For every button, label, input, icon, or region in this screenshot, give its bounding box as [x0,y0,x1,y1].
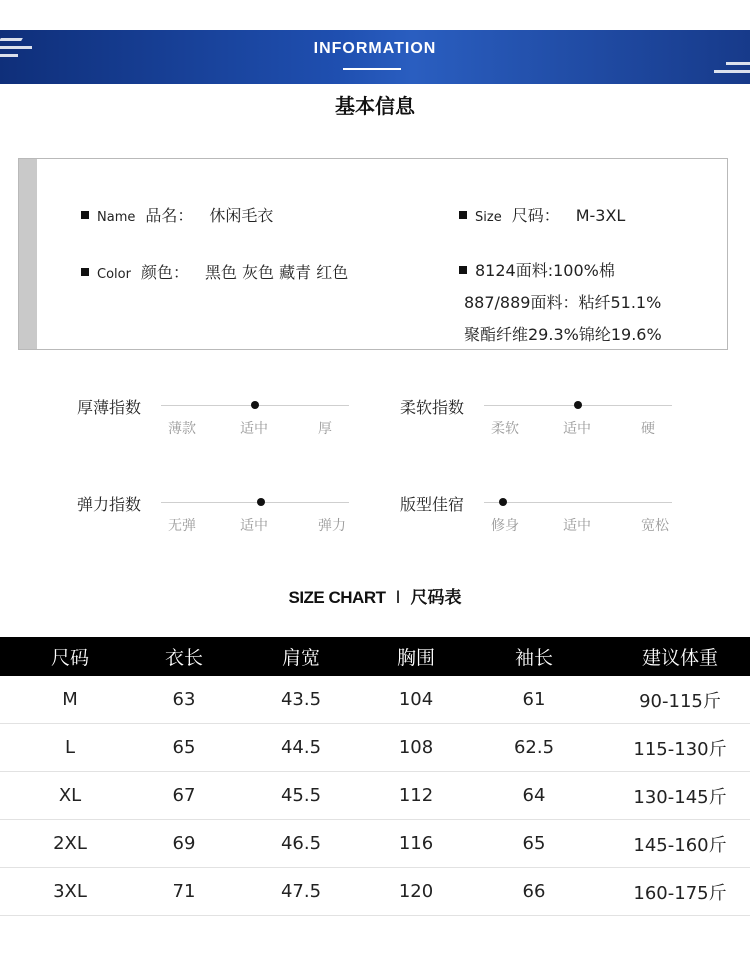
info-color-value: 黑色 灰色 藏青 红色 [204,263,349,282]
composition-line: 887/889面料：粘纤51.1% [464,293,662,312]
cell-sleeve: 61 [458,676,610,724]
index-tick-label: 硬 [641,421,655,437]
bullet-icon [459,211,467,219]
cell-chest: 120 [374,868,458,916]
size-chart-table [0,637,750,916]
table-row [0,772,750,820]
header-size: 尺码 [0,637,140,676]
cell-sleeve: 66 [458,868,610,916]
info-name-cn: 品名： [145,206,194,225]
index-tick-label: 宽松 [641,518,669,534]
header-shoulder: 肩宽 [228,637,374,676]
cell-size: L [0,724,140,772]
index-tick-label: 无弹 [168,518,196,534]
header-sleeve: 袖长 [458,637,610,676]
cell-sleeve: 65 [458,820,610,868]
cell-shoulder: 46.5 [228,820,374,868]
index-tick-label: 适中 [563,518,591,534]
index-tick-label: 适中 [240,421,268,437]
cell-weight: 90-115斤 [610,676,750,724]
index-label: 柔软指数 [400,398,465,417]
cell-chest: 112 [374,772,458,820]
information-banner [0,30,750,84]
bullet-icon [459,266,467,274]
cell-size: 2XL [0,820,140,868]
index-label: 版型佳宿 [400,495,465,514]
info-color [81,260,348,283]
banner-stripe [714,70,750,73]
index-label: 厚薄指数 [77,398,142,417]
info-name-value: 休闲毛衣 [209,206,274,225]
size-chart-heading [0,583,750,608]
bullet-icon [81,268,89,276]
index-marker [251,401,259,409]
index-tick-label: 弹力 [318,518,346,534]
cell-weight: 160-175斤 [610,868,750,916]
table-row [0,676,750,724]
info-color-cn: 颜色： [140,263,189,282]
cell-length: 65 [140,724,228,772]
info-color-en: Color [97,267,131,282]
index-marker [499,498,507,506]
banner-underline [343,68,401,70]
cell-shoulder: 44.5 [228,724,374,772]
index-track [161,502,349,503]
info-size-cn: 尺码： [511,206,560,225]
cell-chest: 104 [374,676,458,724]
info-box-accent-bar [19,159,37,349]
cell-length: 69 [140,820,228,868]
index-track [484,502,672,503]
info-size-value: M-3XL [575,206,626,225]
section-heading: 基本信息 [335,94,415,118]
cell-size: XL [0,772,140,820]
cell-shoulder: 43.5 [228,676,374,724]
table-row [0,724,750,772]
cell-chest: 108 [374,724,458,772]
cell-weight: 115-130斤 [610,724,750,772]
index-tick-label: 修身 [491,518,519,534]
cell-sleeve: 64 [458,772,610,820]
cell-length: 67 [140,772,228,820]
header-chest: 胸围 [374,637,458,676]
cell-weight: 130-145斤 [610,772,750,820]
index-tick-label: 薄款 [168,421,196,437]
info-size-en: Size [475,210,502,225]
index-marker [574,401,582,409]
cell-size: 3XL [0,868,140,916]
table-row [0,820,750,868]
info-name [81,203,273,226]
bullet-icon [81,211,89,219]
cell-weight: 145-160斤 [610,820,750,868]
cell-shoulder: 47.5 [228,868,374,916]
composition-line: 聚酯纤维29.3%锦纶19.6% [464,325,662,344]
cell-length: 71 [140,868,228,916]
composition-line: 8124面料:100%棉 [475,261,615,280]
header-weight: 建议体重 [610,637,750,676]
size-chart-header-row [0,637,750,676]
index-tick-label: 适中 [240,518,268,534]
index-marker [257,498,265,506]
size-chart-title-en: SIZE CHART [288,588,386,607]
index-label: 弹力指数 [77,495,142,514]
info-size [459,203,625,226]
banner-stripe [726,62,750,65]
header-length: 衣长 [140,637,228,676]
banner-title: INFORMATION [313,40,437,57]
info-name-en: Name [97,210,136,225]
cell-sleeve: 62.5 [458,724,610,772]
cell-size: M [0,676,140,724]
size-chart-title-cn: 尺码表 [410,588,462,608]
product-info-box [18,158,728,350]
cell-length: 63 [140,676,228,724]
cell-chest: 116 [374,820,458,868]
table-row [0,868,750,916]
cell-shoulder: 45.5 [228,772,374,820]
index-tick-label: 厚 [318,421,332,437]
index-tick-label: 适中 [563,421,591,437]
size-chart-separator: I [395,588,401,608]
info-composition [459,255,662,351]
index-tick-label: 柔软 [491,421,519,437]
